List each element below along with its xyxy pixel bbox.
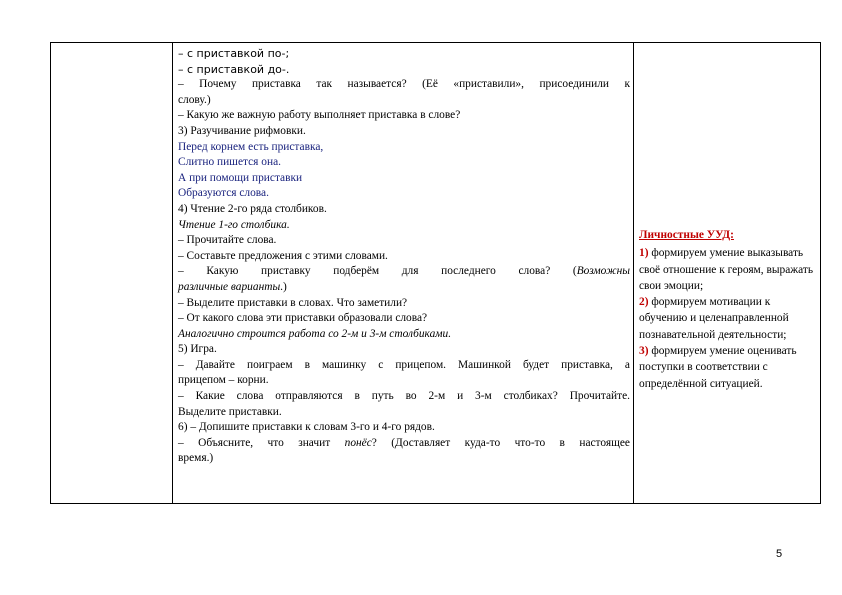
text-line: – Какие слова отправляются в путь во 2-м и 3-м столбиках? Прочитайте. <box>178 390 630 403</box>
text-fragment: – Объясните, что значит <box>178 436 345 449</box>
rhyme-line: Перед корнем есть приставка, <box>178 140 324 153</box>
text-line: – Составьте предложения с этими словами. <box>178 249 388 262</box>
text-line: – с приставкой по-; <box>178 47 290 60</box>
text-line: 4) Чтение 2-го ряда столбиков. <box>178 202 327 215</box>
italic-fragment: понёс <box>344 436 372 449</box>
uud-title: Личностные УУД: <box>639 229 734 241</box>
text-line: 5) Игра. <box>178 343 217 356</box>
lesson-table <box>50 42 821 504</box>
text-line: – Выделите приставки в словах. Что заметили? <box>178 296 408 309</box>
text-fragment: .) <box>280 280 287 293</box>
text-line: – Почему приставка так называется? (Её «приставили», присоединили к <box>178 78 630 91</box>
text-line <box>178 264 630 280</box>
uud-item <box>639 294 817 343</box>
uud-item-text: формируем умение оценивать поступки в соответствии с определённой ситуацией. <box>639 345 797 390</box>
italic-fragment: различные варианты <box>178 280 281 293</box>
italic-fragment: Возможны <box>576 265 630 278</box>
text-line <box>178 436 630 452</box>
uud-item-number: 2) <box>639 296 649 309</box>
text-line: слову.) <box>178 93 211 106</box>
text-line: 6) – Допишите приставки к словам 3-го и 4-го рядов. <box>178 421 435 434</box>
text-fragment: ? (Доставляет куда-то что-то в настоящее <box>371 436 630 449</box>
text-line <box>178 280 630 296</box>
uud-item-number: 1) <box>639 247 649 260</box>
table-row <box>51 43 821 504</box>
text-line: – Прочитайте слова. <box>178 234 277 247</box>
uud-item-text: формируем умение выказывать своё отношение к героям, выражать свои эмоции; <box>639 247 814 292</box>
text-line: – Какую же важную работу выполняет приставка в слове? <box>178 109 461 122</box>
text-line: прицепом – корни. <box>178 374 269 387</box>
rhyme-line: Слитно пишется она. <box>178 156 281 169</box>
text-fragment: – Какую приставку подберём для последнего слова? ( <box>178 265 577 278</box>
page-number: 5 <box>776 548 783 560</box>
uud-item <box>639 343 817 392</box>
uud-item-text: формируем мотивации к обучению и целенаправленной познавательной деятельности; <box>639 296 789 341</box>
uud-item-number: 3) <box>639 345 649 358</box>
text-line: 3) Разучивание рифмовки. <box>178 124 306 137</box>
activity-column-cell <box>173 43 634 504</box>
uud-column-cell <box>634 43 821 504</box>
text-line: – От какого слова эти приставки образовали слова? <box>178 312 428 325</box>
stage-column-cell <box>51 43 173 504</box>
rhyme-line: А при помощи приставки <box>178 171 303 184</box>
uud-item <box>639 245 817 294</box>
rhyme-line: Образуются слова. <box>178 187 269 200</box>
text-line: Выделите приставки. <box>178 405 282 418</box>
text-line: Аналогично строится работа со 2-м и 3-м столбиками. <box>178 327 452 340</box>
text-line: Чтение 1-го столбика. <box>178 218 290 231</box>
text-line: время.) <box>178 452 214 465</box>
text-line: – Давайте поиграем в машинку с прицепом. Машинкой будет приставка, а <box>178 358 630 371</box>
text-line: – с приставкой до-. <box>178 62 290 76</box>
